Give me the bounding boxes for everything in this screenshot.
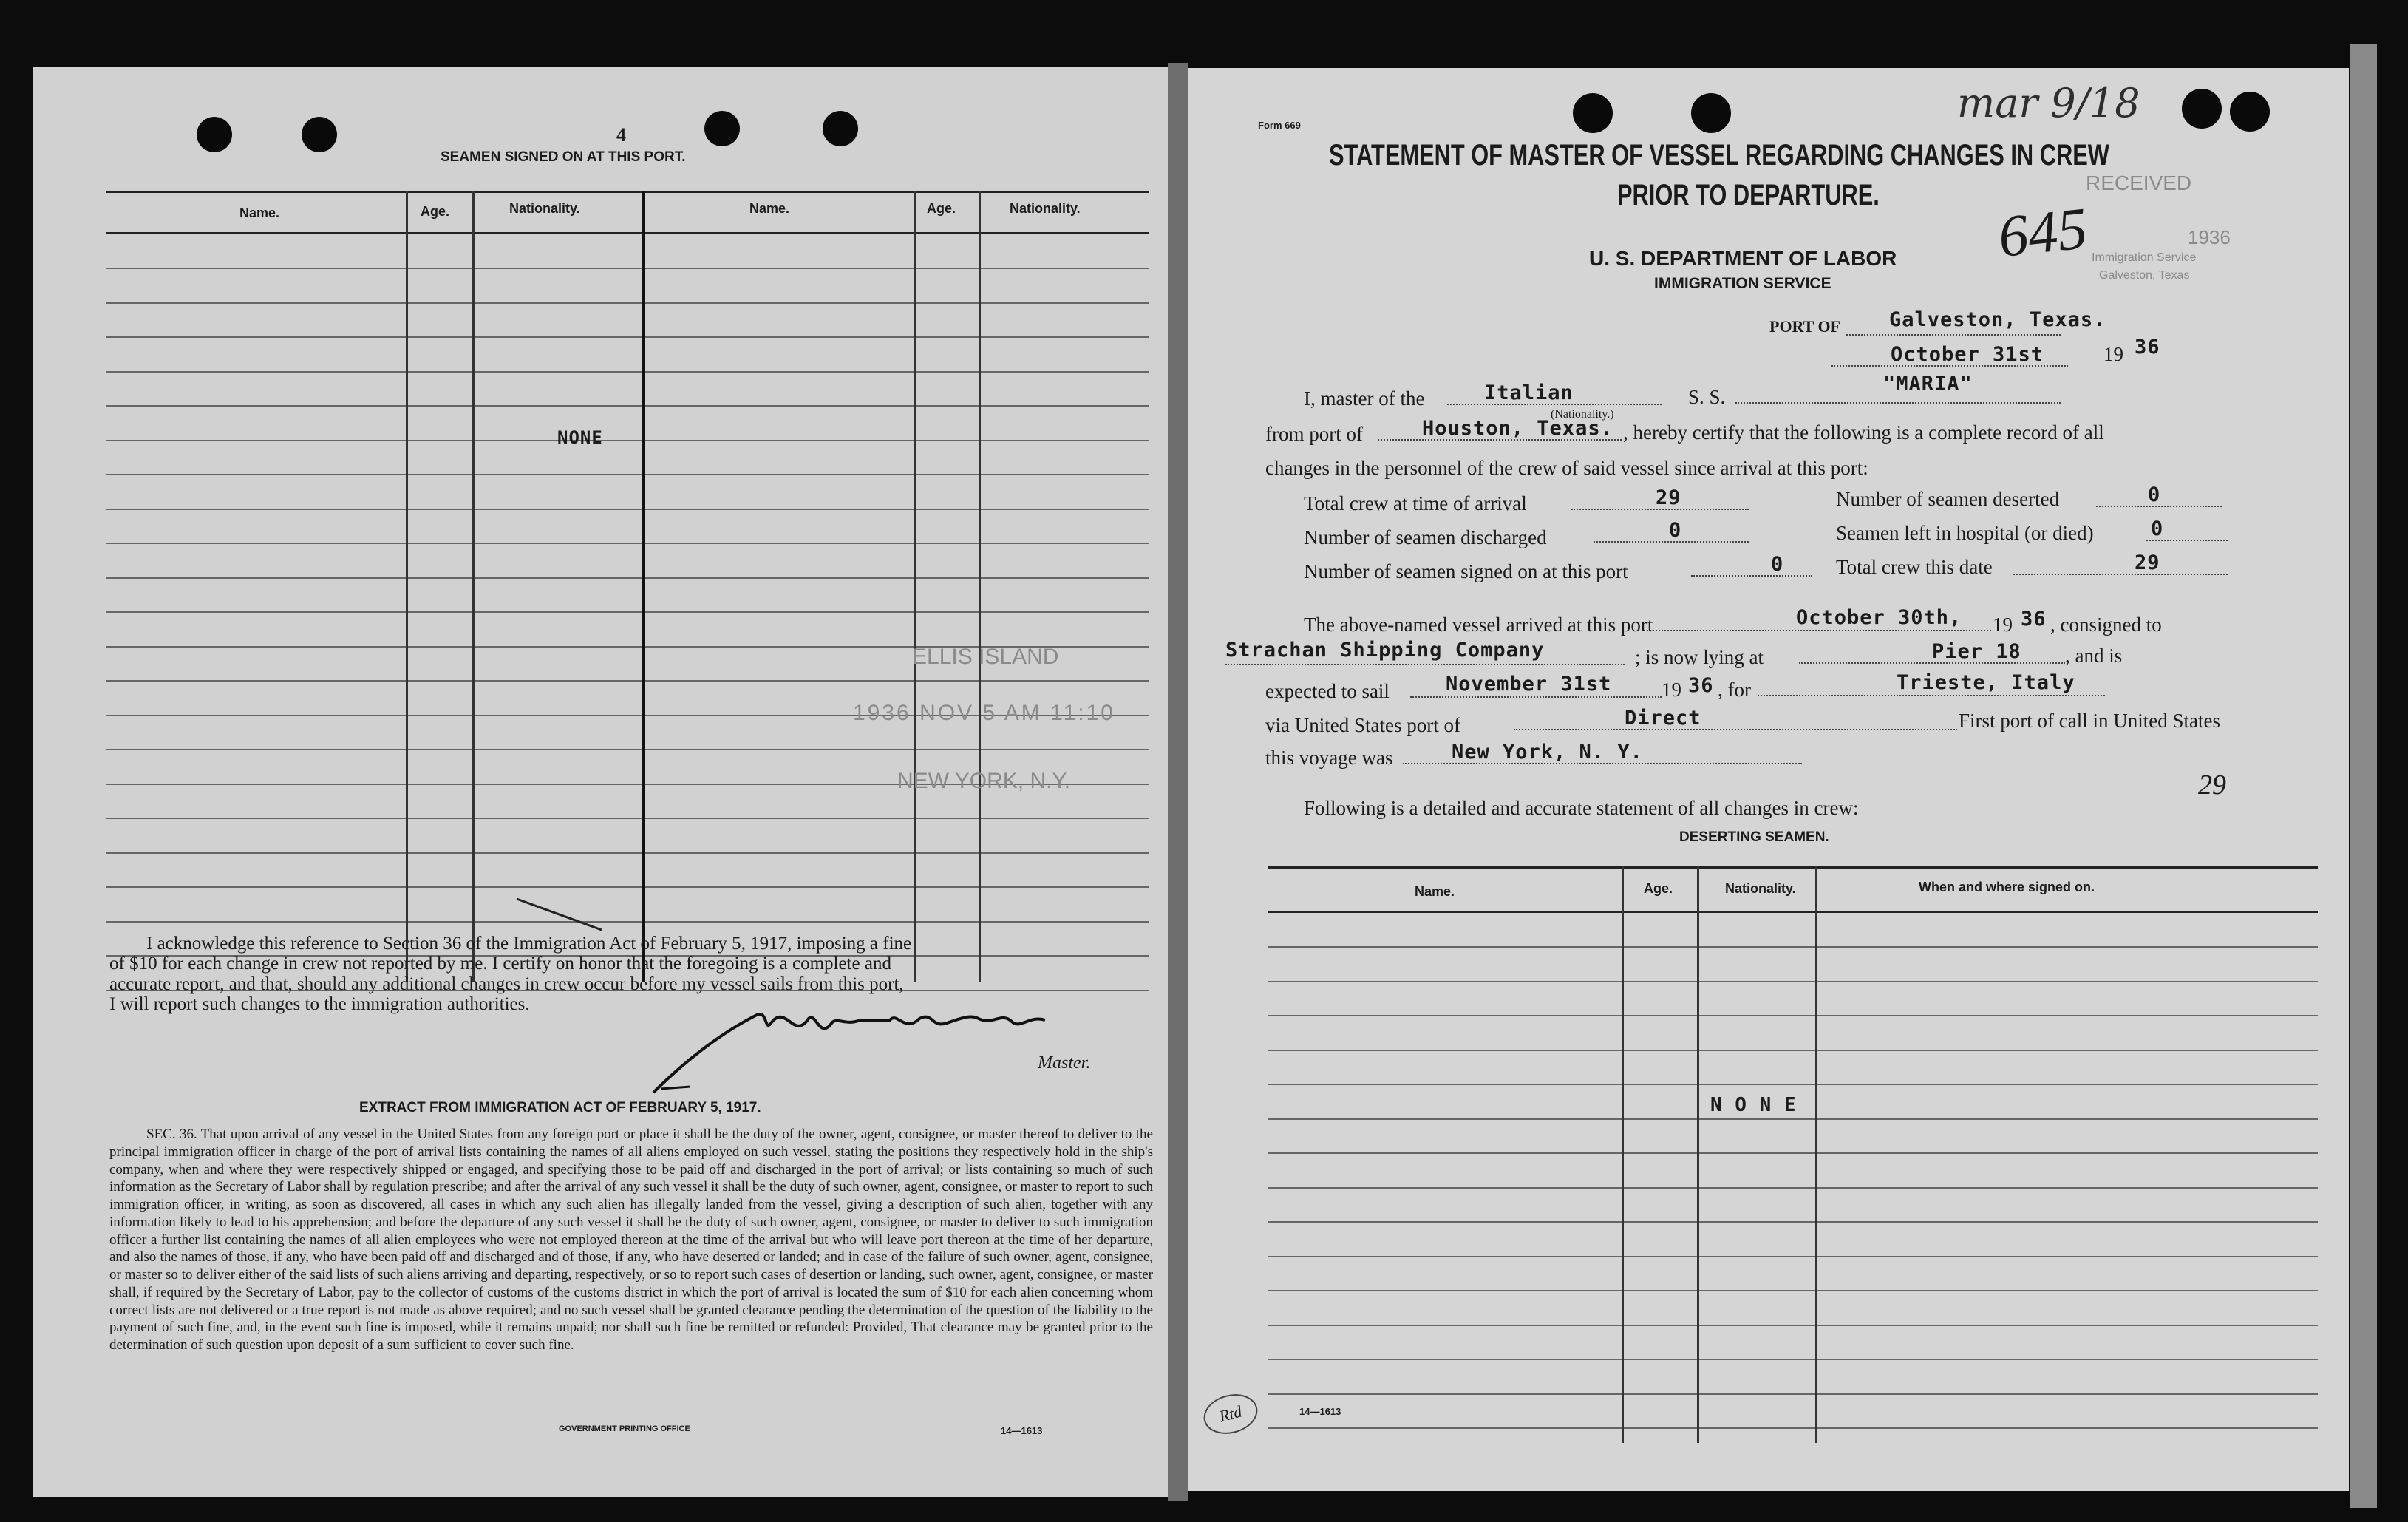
- consigned-text: , consigned to: [2050, 614, 2162, 636]
- arrived-label: The above-named vessel arrived at this port: [1304, 614, 1653, 636]
- table-row-rule: [106, 577, 1149, 579]
- page-gutter: [1168, 63, 1188, 1501]
- ack-line-3: accurate report, and that, should any additional changes in crew occur before my vessel sails from this port,: [109, 974, 904, 994]
- table-row-rule: [106, 852, 1149, 854]
- master-signature: [639, 989, 1112, 1100]
- consignee-value: Strachan Shipping Company: [1225, 639, 1545, 662]
- table-row-rule: [106, 818, 1149, 819]
- table-row-rule: [106, 440, 1149, 441]
- voyage-value: New York, N. Y.: [1452, 741, 1643, 764]
- following-text: Following is a detailed and accurate statement of all changes in crew:: [1304, 797, 1859, 819]
- col-nationality: Nationality.: [509, 201, 580, 216]
- table-row-rule: [1268, 1221, 2318, 1223]
- form-title-line-2: PRIOR TO DEPARTURE.: [1617, 179, 1880, 211]
- table-row-rule: [106, 268, 1149, 269]
- col-name: Name.: [239, 205, 280, 220]
- discharged-label: Number of seamen discharged: [1304, 526, 1547, 548]
- form-number: Form 669: [1258, 120, 1301, 131]
- master-label: I, master of the: [1304, 387, 1425, 410]
- ack-line-4: I will report such changes to the immigration authorities.: [109, 993, 530, 1014]
- table-row-rule: [1268, 1187, 2318, 1189]
- col-name-2: Name.: [749, 201, 790, 216]
- col-nationality: Nationality.: [1725, 881, 1796, 896]
- year-value: 36: [2135, 336, 2160, 359]
- table-row-rule: [106, 611, 1149, 613]
- destination-value: Trieste, Italy: [1897, 671, 2075, 694]
- ack-line-1: I acknowledge this reference to Section 36 of the Immigration Act of February 5, 1917, imposing a fine: [146, 934, 912, 954]
- punch-hole: [302, 117, 337, 152]
- table-row-rule: [106, 336, 1149, 338]
- via-label: via United States port of: [1265, 714, 1460, 736]
- deserted-label: Number of seamen deserted: [1836, 488, 2060, 510]
- punch-hole: [823, 111, 858, 146]
- table-row-rule: [106, 886, 1149, 888]
- deserted-value: 0: [2148, 483, 2161, 506]
- signed-on-label: Number of seamen signed on at this port: [1304, 560, 1628, 582]
- col-age: Age.: [421, 204, 450, 219]
- expected-year: 36: [1688, 674, 1714, 697]
- seamen-signed-table: [106, 191, 1149, 982]
- table-row-rule: [1268, 946, 2318, 948]
- form-code-right: 14—1613: [1299, 1406, 1341, 1417]
- vessel-name: "MARIA": [1883, 373, 1973, 395]
- right-page: [1188, 68, 2349, 1491]
- deserting-seamen-table: [1268, 866, 2318, 1443]
- total-crew-date-label: Total crew this date: [1836, 556, 1993, 578]
- col-age: Age.: [1644, 881, 1673, 896]
- none-entry: NONE: [557, 427, 603, 448]
- lying-value: Pier 18: [1932, 640, 2021, 663]
- arrived-value: October 30th,: [1796, 606, 1962, 629]
- year-prefix: 19: [2103, 343, 2123, 365]
- ss-label: S. S.: [1688, 386, 1726, 408]
- received-stamp-place: Galveston, Texas: [2099, 269, 2190, 282]
- expected-label: expected to sail: [1265, 680, 1390, 702]
- from-port-label: from port of: [1265, 423, 1363, 445]
- total-crew-arrival-label: Total crew at time of arrival: [1304, 492, 1527, 514]
- nationality-value: Italian: [1484, 381, 1574, 404]
- port-label: PORT OF: [1769, 317, 1840, 336]
- table-row-rule: [1268, 981, 2318, 982]
- table-row-rule: [106, 371, 1149, 373]
- date-value: October 31st: [1891, 343, 2044, 366]
- table-row-rule: [106, 680, 1149, 682]
- table-row-rule: [106, 474, 1149, 475]
- table-row-rule: [1268, 1015, 2318, 1016]
- arrived-year-prefix: 19: [1993, 614, 2013, 636]
- table-row-rule: [106, 302, 1149, 304]
- table-row-rule: [1268, 1256, 2318, 1257]
- signed-on-value: 0: [1771, 553, 1784, 576]
- form-code-left: 14—1613: [1001, 1425, 1043, 1436]
- voyage-label: this voyage was: [1265, 747, 1393, 769]
- punch-hole: [1691, 93, 1731, 133]
- table-row-rule: [106, 509, 1149, 510]
- table-row-rule: [1268, 1427, 2318, 1429]
- printer-mark: GOVERNMENT PRINTING OFFICE: [559, 1424, 690, 1433]
- table-row-rule: [106, 543, 1149, 544]
- pen-mark: [513, 893, 616, 937]
- hospital-value: 0: [2151, 517, 2164, 540]
- bottom-stamp: Rtd: [1200, 1388, 1262, 1439]
- certify-text: , hereby certify that the following is a complete record of all: [1623, 421, 2104, 444]
- page-edge-shadow: [2350, 44, 2377, 1508]
- extract-title: EXTRACT FROM IMMIGRATION ACT OF FEBRUARY 5, 1917.: [359, 1100, 761, 1115]
- stamp-line-1: ELLIS ISLAND: [912, 645, 1059, 669]
- for-label: , for: [1718, 679, 1751, 701]
- punch-hole: [704, 111, 740, 146]
- total-crew-date: 29: [2135, 551, 2160, 574]
- department-label: U. S. DEPARTMENT OF LABOR: [1589, 247, 1897, 270]
- and-is: , and is: [2065, 645, 2123, 667]
- table-row-rule: [106, 921, 1149, 923]
- total-crew-arrival: 29: [1656, 486, 1681, 509]
- punch-hole: [197, 117, 232, 152]
- received-stamp: RECEIVED: [2086, 171, 2192, 194]
- handwritten-count: 29: [2198, 770, 2226, 801]
- table-row-rule: [1268, 1084, 2318, 1085]
- received-stamp-service: Immigration Service: [2092, 251, 2197, 264]
- from-port-value: Houston, Texas.: [1422, 417, 1613, 440]
- table-row-rule: [106, 749, 1149, 750]
- table-row-rule: [1268, 1050, 2318, 1051]
- deserting-heading: DESERTING SEAMEN.: [1679, 829, 1829, 845]
- col-nationality-2: Nationality.: [1010, 201, 1081, 216]
- col-age-2: Age.: [927, 201, 956, 216]
- arrived-year: 36: [2021, 608, 2047, 631]
- extract-text: SEC. 36. That upon arrival of any vessel in the United States from any foreign port or place it shall be the duty of the owner, agent, consignee, or master thereof to deliver to the principal immigration officer in charge of the port of arrival lists containing the names of all aliens employed on such vessel, stating the positions they respectively hold in the ship's company, when and where they were respectively shipped or engaged, and specifying those to be paid off and discharged in the port of arrival; or lists containing so much of such information as the Secretary of Labor shall by regulation prescribe; and after the arrival of any such vessel it shall be the duty of such owner, agent, consignee, or master to report to such immigration officer, in writing, as soon as discovered, all cases in which any such alien has illegally landed from the vessel, giving a description of such alien, together with any information likely to lead to his apprehension; and before the departure of any such vessel it shall be the duty of such owner, agent, consignee, or master to deliver to such immigration officer a further list containing the names of all alien employees who were not employed thereon at the time of the arrival but who will leave port thereon at the time of her departure, and also the names of those, if any, who have been paid off and discharged and of those, if any, who have deserted or landed; and in case of the failure of such owner, agent, consignee, or master so to deliver either of the said lists of such aliens arriving and departing, respectively, or so to report such cases of desertion or landing, such owner, agent, consignee, or master shall, if required by the Secretary of Labor, pay to the collector of customs of the customs district in which the port of arrival is located the sum of $10 for each alien concerning whom correct lists are not delivered or a true report is not made as above required; and no such vessel shall be granted clearance pending the determination of the question of the liability to the payment of such fine, and, in the event such fine is imposed, while it remains unpaid; nor shall such fine be remitted or refunded: Provided, That clearance may be granted prior to the determination of such question upon deposit of a sum sufficient to cover such fine.: [109, 1127, 1153, 1353]
- table-row-rule: [1268, 1359, 2318, 1360]
- hospital-label: Seamen left in hospital (or died): [1836, 522, 2094, 544]
- punch-hole: [2230, 92, 2270, 132]
- col-name: Name.: [1415, 884, 1455, 899]
- ack-line-2: of $10 for each change in crew not reported by me. I certify on honor that the foregoing is a complete and: [109, 954, 891, 974]
- discharged-value: 0: [1669, 519, 1682, 542]
- form-title-line-1: STATEMENT OF MASTER OF VESSEL REGARDING CHANGES IN CREW: [1329, 139, 2109, 171]
- col-when-where: When and where signed on.: [1919, 880, 2095, 894]
- table-row-rule: [1268, 1393, 2318, 1395]
- expected-value: November 31st: [1446, 673, 1612, 696]
- nationality-caption: (Nationality.): [1551, 408, 1614, 421]
- table-row-rule: [1268, 1118, 2318, 1120]
- left-heading: SEAMEN SIGNED ON AT THIS PORT.: [441, 149, 686, 165]
- stamp-line-3: NEW YORK, N.Y.: [897, 769, 1070, 793]
- file-number: 645: [1995, 195, 2091, 271]
- port-value: Galveston, Texas.: [1889, 308, 2106, 331]
- received-stamp-year: 1936: [2188, 226, 2231, 248]
- stamp-line-2: 1936 NOV 5 AM 11:10: [853, 701, 1115, 725]
- page-number: 4: [616, 124, 626, 146]
- punch-hole: [2182, 89, 2222, 129]
- changes-text: changes in the personnel of the crew of said vessel since arrival at this port:: [1265, 457, 1868, 479]
- handwritten-note: mar 9/18: [1957, 80, 2140, 126]
- none-entry: N O N E: [1710, 1094, 1797, 1116]
- table-row-rule: [106, 405, 1149, 407]
- punch-hole: [1573, 93, 1613, 133]
- table-row-rule: [1268, 1152, 2318, 1154]
- table-row-rule: [1268, 1325, 2318, 1326]
- lying-label: ; is now lying at: [1635, 646, 1764, 668]
- first-port-label: First port of call in United States: [1959, 710, 2220, 732]
- via-value: Direct: [1625, 707, 1701, 730]
- signature-role: Master.: [1038, 1053, 1091, 1073]
- table-row-rule: [1268, 1290, 2318, 1291]
- expected-year-prefix: 19: [1662, 679, 1681, 701]
- left-page: [33, 67, 1168, 1497]
- service-label: IMMIGRATION SERVICE: [1654, 275, 1831, 292]
